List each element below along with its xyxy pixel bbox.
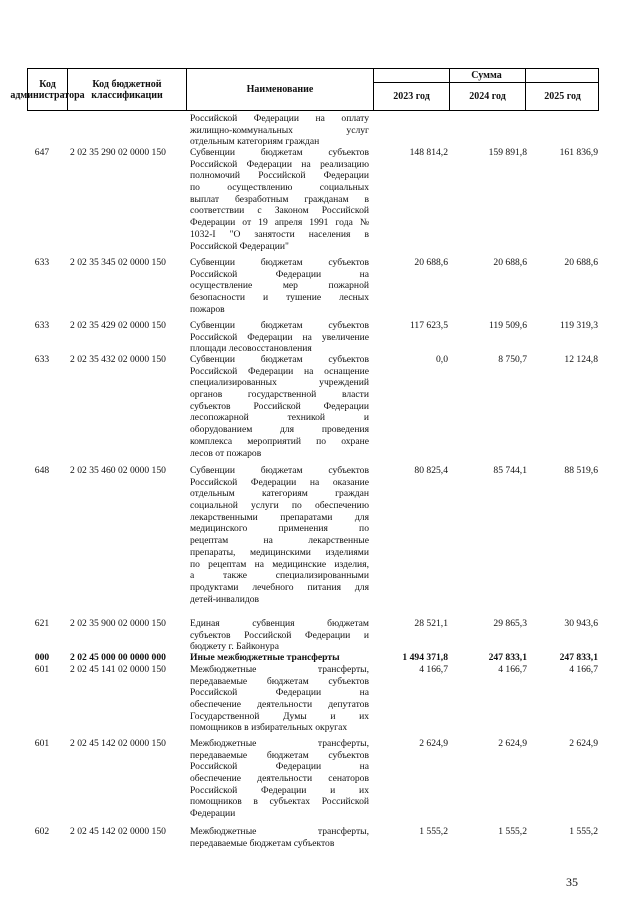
sum-2024-cell: 1 555,2: [498, 826, 527, 837]
name-line: Российской Федерации на: [190, 761, 369, 773]
sum-2024-cell: 119 509,6: [488, 320, 527, 331]
name-line: помощников в избирательных округах: [190, 722, 348, 734]
header-year-2024: 2024 год: [469, 91, 506, 102]
sum-2023-cell: 4 166,7: [419, 664, 448, 675]
name-line: жилищно-коммунальных услуг: [190, 124, 369, 136]
name-line: продуктами лечебного питания для: [190, 581, 369, 593]
sum-2025-cell: 2 624,9: [569, 738, 598, 749]
name-line: осуществление мер пожарной: [190, 280, 369, 292]
name-line: безопасности и тушение лесных: [190, 292, 369, 304]
table-header: [10, 68, 599, 111]
name-line: выплат безработным гражданам в: [190, 193, 369, 205]
sum-2024-cell: 4 166,7: [498, 664, 527, 675]
name-line: Федерации: [190, 808, 236, 820]
name-cell: [190, 465, 369, 605]
name-cell: [190, 257, 369, 315]
sum-2023-cell: 148 814,2: [409, 147, 448, 158]
kbk-cell: 2 02 45 141 02 0000 150: [70, 664, 166, 675]
admin-code-cell: 602: [34, 826, 50, 837]
name-line: лесов от пожаров: [190, 447, 262, 459]
name-line: Субвенции бюджетам субъектов: [190, 257, 369, 268]
name-line: полномочий Российской Федерации: [190, 170, 369, 182]
name-line: Государственной Думы и их: [190, 710, 369, 722]
kbk-cell: 2 02 45 142 02 0000 150: [70, 826, 166, 837]
sum-2024-cell: 85 744,1: [493, 465, 527, 476]
admin-code-cell: 633: [34, 320, 50, 331]
sum-2025-cell: 4 166,7: [569, 664, 598, 675]
name-line: Российской Федерации на оказание: [190, 476, 369, 488]
name-line: оборудованием для проведения: [190, 424, 369, 436]
kbk-cell: 2 02 35 429 02 0000 150: [70, 320, 166, 331]
name-cell: [190, 354, 369, 459]
kbk-cell: 2 02 35 290 02 0000 150: [70, 147, 166, 158]
name-cell: [190, 652, 369, 664]
kbk-cell: 2 02 35 460 02 0000 150: [70, 465, 166, 476]
admin-code-cell: 601: [34, 664, 50, 675]
kbk-cell: 2 02 35 432 02 0000 150: [70, 354, 166, 365]
name-line: медицинского применения по: [190, 523, 369, 535]
name-cell: [190, 738, 369, 820]
name-line: Межбюджетные трансферты,: [190, 826, 369, 837]
sum-2023-cell: 28 521,1: [414, 618, 448, 629]
kbk-cell: 2 02 35 345 02 0000 150: [70, 257, 166, 268]
name-line: бюджету г. Байконура: [190, 641, 279, 653]
sum-2024-cell: 247 833,1: [488, 652, 527, 663]
name-line: Субвенции бюджетам субъектов: [190, 465, 369, 476]
name-line: Единая субвенция бюджетам: [190, 618, 369, 629]
name-line: Федерации от 19 апреля 1991 года №: [190, 217, 369, 229]
admin-code-cell: 621: [34, 618, 50, 629]
sum-2025-cell: 20 688,6: [564, 257, 598, 268]
name-line: Межбюджетные трансферты,: [190, 738, 369, 749]
admin-code-cell: 647: [34, 147, 50, 158]
name-line: Российской Федерации на: [190, 687, 369, 699]
kbk-cell: 2 02 35 900 02 0000 150: [70, 618, 166, 629]
header-name: Наименование: [246, 84, 314, 95]
name-line: Российской Федерации на реализацию: [190, 158, 369, 170]
name-line: отдельным категориям граждан: [190, 488, 369, 500]
name-line: субъектов Российской Федерации: [190, 400, 369, 412]
name-line: Субвенции бюджетам субъектов: [190, 320, 369, 331]
sum-2025-cell: 119 319,3: [559, 320, 598, 331]
name-line: Иные межбюджетные трансферты: [190, 652, 340, 663]
name-cell: [190, 113, 369, 148]
header-year-2025: 2025 год: [544, 91, 581, 102]
name-line: социальной услуги по обеспечению: [190, 500, 369, 512]
sum-2024-cell: 29 865,3: [493, 618, 527, 629]
name-line: Российской Федерации на: [190, 268, 369, 280]
header-year-2023: 2023 год: [393, 91, 430, 102]
name-line: площади лесовосстановления: [190, 343, 312, 355]
kbk-cell: 2 02 45 142 02 0000 150: [70, 738, 166, 749]
name-line: пожаров: [190, 303, 225, 315]
name-line: соответствии с Законом Российской: [190, 205, 369, 217]
sum-2023-cell: 1 555,2: [419, 826, 448, 837]
sum-2024-cell: 20 688,6: [493, 257, 527, 268]
name-line: а также специализированными: [190, 570, 369, 582]
sum-2023-cell: 117 623,5: [409, 320, 448, 331]
name-line: Межбюджетные трансферты,: [190, 664, 369, 675]
sum-2023-cell: 80 825,4: [414, 465, 448, 476]
name-line: передаваемые бюджетам субъектов: [190, 675, 369, 687]
name-line: лекарственными препаратами для: [190, 511, 369, 523]
sum-2025-cell: 30 943,6: [564, 618, 598, 629]
name-cell: [190, 664, 369, 734]
name-cell: [190, 320, 369, 355]
sum-2023-cell: 2 624,9: [419, 738, 448, 749]
page-number: 35: [566, 875, 578, 889]
name-line: передаваемые бюджетам субъектов: [190, 837, 335, 849]
admin-code-cell: 000: [34, 652, 50, 663]
header-admin-code: Код администратора: [10, 78, 85, 101]
name-line: препараты, медицинскими изделиями: [190, 546, 369, 558]
name-line: по рецептам на медицинские изделия,: [190, 558, 369, 570]
sum-2023-cell: 20 688,6: [414, 257, 448, 268]
header-kbk: Код бюджетной классификации: [91, 78, 163, 101]
name-line: обеспечение деятельности сенаторов: [190, 773, 369, 785]
admin-code-cell: 648: [34, 465, 50, 476]
name-line: 1032-I "О занятости населения в: [190, 228, 369, 240]
sum-2025-cell: 247 833,1: [559, 652, 598, 663]
header-sum: Сумма: [471, 70, 502, 81]
name-line: рецептам на лекарственные: [190, 535, 369, 547]
name-line: Российской Федерации": [190, 240, 289, 252]
name-line: Российской Федерации на оплату: [190, 113, 369, 124]
name-line: детей-инвалидов: [190, 593, 260, 605]
sum-2025-cell: 161 836,9: [559, 147, 598, 158]
name-line: Российской Федерации на увеличение: [190, 331, 369, 343]
sum-2025-cell: 12 124,8: [564, 354, 598, 365]
name-line: субъектов Российской Федерации и: [190, 629, 369, 641]
sum-2023-cell: 0,0: [436, 354, 448, 365]
sum-2023-cell: 1 494 371,8: [402, 652, 448, 663]
name-line: по осуществлению социальных: [190, 182, 369, 194]
sum-2025-cell: 1 555,2: [569, 826, 598, 837]
name-cell: [190, 618, 369, 653]
admin-code-cell: 601: [34, 738, 50, 749]
name-cell: [190, 147, 369, 252]
sum-2024-cell: 159 891,8: [488, 147, 527, 158]
name-line: органов государственной власти: [190, 389, 369, 401]
name-line: помощников в субъектах Российской: [190, 796, 369, 808]
kbk-cell: 2 02 45 000 00 0000 000: [70, 652, 166, 663]
name-cell: [190, 826, 369, 849]
admin-code-cell: 633: [34, 354, 50, 365]
sum-2024-cell: 8 750,7: [498, 354, 527, 365]
name-line: специализированных учреждений: [190, 377, 369, 389]
name-line: отдельным категориям граждан: [190, 136, 320, 148]
name-line: Субвенции бюджетам субъектов: [190, 147, 369, 158]
name-line: комплекса мероприятий по охране: [190, 435, 369, 447]
name-line: обеспечение деятельности депутатов: [190, 699, 369, 711]
name-line: Российской Федерации на оснащение: [190, 365, 369, 377]
sum-2025-cell: 88 519,6: [564, 465, 598, 476]
name-line: Субвенции бюджетам субъектов: [190, 354, 369, 365]
sum-2024-cell: 2 624,9: [498, 738, 527, 749]
name-line: передаваемые бюджетам субъектов: [190, 749, 369, 761]
name-line: Российской Федерации и их: [190, 784, 369, 796]
name-line: лесопожарной техникой и: [190, 412, 369, 424]
admin-code-cell: 633: [34, 257, 50, 268]
